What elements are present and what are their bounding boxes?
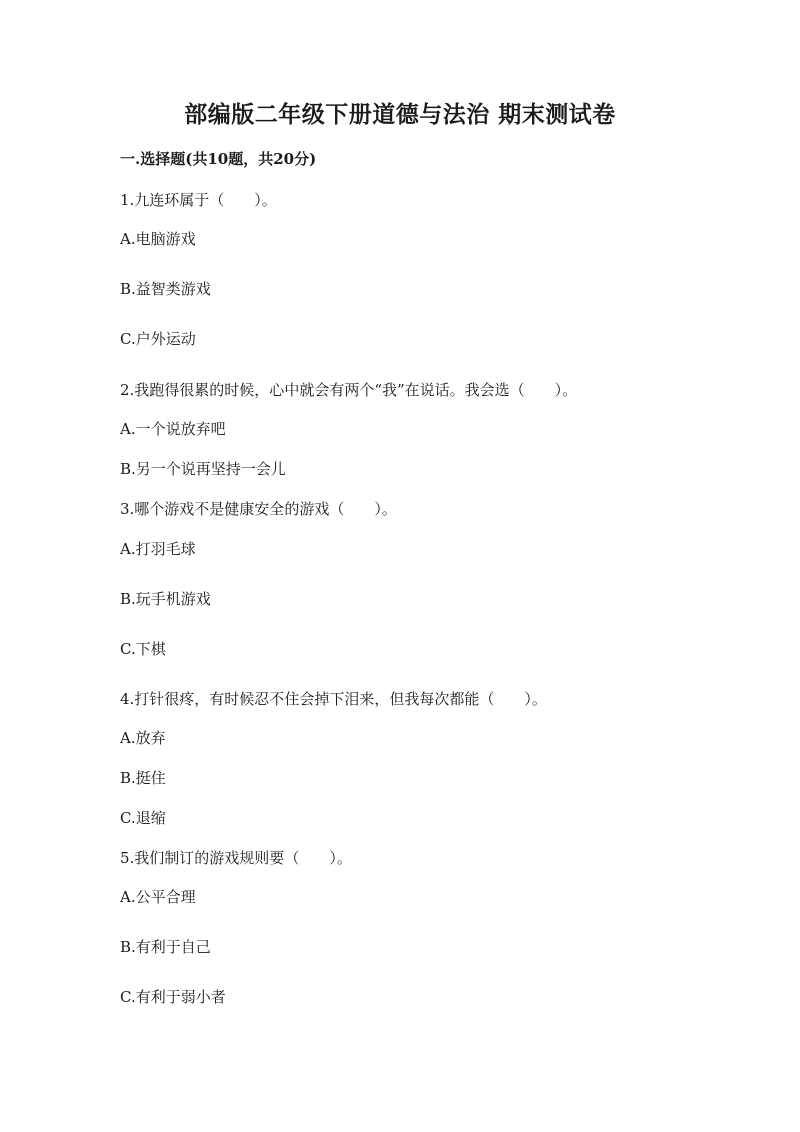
question-3-stem: 3.哪个游戏不是健康安全的游戏（ ）。 bbox=[120, 500, 397, 518]
question-2-stem: 2.我跑得很累的时候，心中就会有两个“我”在说话。我会选（ ）。 bbox=[120, 381, 578, 399]
question-5-option-a: A.公平合理 bbox=[120, 888, 196, 906]
question-1-option-c: C.户外运动 bbox=[120, 330, 196, 348]
page-title: 部编版二年级下册道德与法治 期末测试卷 bbox=[184, 101, 616, 128]
question-5-stem: 5.我们制订的游戏规则要（ ）。 bbox=[120, 849, 352, 867]
section-heading: 一.选择题(共10题，共20分) bbox=[120, 150, 317, 168]
question-5-option-c: C.有利于弱小者 bbox=[120, 988, 226, 1006]
question-1-option-a: A.电脑游戏 bbox=[120, 230, 196, 248]
question-3-option-c: C.下棋 bbox=[120, 640, 166, 658]
question-4-option-a: A.放弃 bbox=[120, 729, 166, 747]
question-3-option-b: B.玩手机游戏 bbox=[120, 590, 211, 608]
question-4-stem: 4.打针很疼，有时候忍不住会掉下泪来，但我每次都能（ ）。 bbox=[120, 690, 547, 708]
question-5-option-b: B.有利于自己 bbox=[120, 938, 211, 956]
question-1-stem: 1.九连环属于（ ）。 bbox=[120, 191, 277, 209]
question-3-option-a: A.打羽毛球 bbox=[120, 540, 196, 558]
question-2-option-b: B.另一个说再坚持一会儿 bbox=[120, 460, 286, 478]
question-4-option-b: B.挺住 bbox=[120, 769, 166, 787]
question-1-option-b: B.益智类游戏 bbox=[120, 280, 211, 298]
question-4-option-c: C.退缩 bbox=[120, 809, 166, 827]
question-2-option-a: A.一个说放弃吧 bbox=[120, 420, 226, 438]
